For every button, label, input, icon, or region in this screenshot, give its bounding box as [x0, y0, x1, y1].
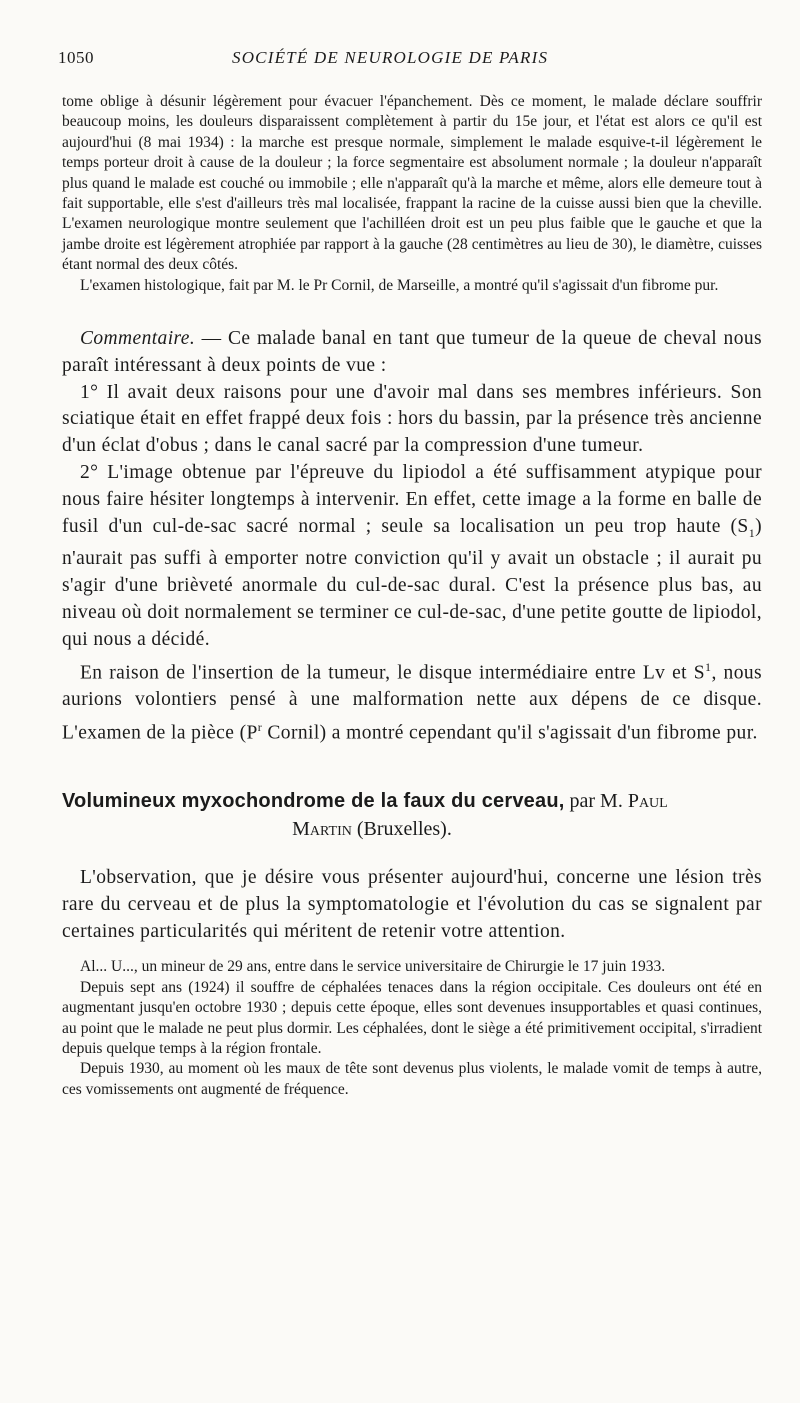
histology-paragraph: L'examen histologique, fait par M. le Pr Cornil, de Marseille, a montré qu'il s'agissait d'un fibrome pur.: [80, 276, 719, 294]
author-first-name: Paul: [627, 789, 668, 812]
commentary-point-2-text-b: ) n'aurait pas suffi à emporter notre conviction qu'il y avait un obstacle ; il aurait pu s'agir d'une brièveté anormale du cul-de-sac dural. C'est la présence plus bas, au niveau où doit normalement se terminer ce cul-de-sac, d'une petite goutte de lipiodol, qui nous a décidé.: [62, 515, 762, 650]
subscript-s1: 1: [748, 525, 756, 540]
commentary-intro: [62, 326, 762, 380]
article-body: [62, 865, 762, 1100]
case-paragraph: tome oblige à désunir légèrement pour évacuer l'épanchement. Dès ce moment, le malade déclare souffrir beaucoup moins, les douleurs disparaissent complètement à partir du 15e jour, et l'état est alors ce qu'il est aujourd'hui (8 mai 1934) : la marche est presque normale, simplement le malade esquive-t-il légèrement le temps porteur droit à cause de la douleur ; la force segmentaire est absolument normale ; la douleur n'apparaît plus quand le malade est couché ou immobile ; elle n'apparaît qu'à la marche et même, alors elle demeure tout à fait supportable, elle s'est d'ailleurs très mal localisée, frappant la racine de la cuisse aussi bien que la cheville. L'examen neurologique montre seulement que l'achilléen droit est un peu plus faible que le gauche et que la jambe droite est légèrement atrophiée par rapport à la gauche (28 centimètres au lieu de 30), le diamètre, cuisses étant normal des deux côtés.: [62, 93, 762, 274]
author-line: [62, 815, 762, 843]
author-last-name: Martin: [292, 817, 352, 840]
case-vomiting: Depuis 1930, au moment où les maux de tête sont devenus plus violents, le malade vomit de temps à autre, ces vomissements ont augmenté de fréquence.: [62, 1060, 762, 1098]
commentary-label: Commentaire.: [80, 328, 196, 350]
page-header: [58, 48, 762, 80]
superscript-r: r: [257, 719, 263, 734]
commentary-point-3-text-b: , nous aurions volontiers pensé à une malformation nette aux dépens de ce disque. L'examen de la pièce (P: [62, 662, 762, 744]
running-head: SOCIÉTÉ DE NEUROLOGIE DE PARIS: [232, 48, 549, 67]
author-affiliation: (Bruxelles).: [351, 817, 452, 840]
article-title-line: [62, 787, 762, 815]
commentary-intro-text: — Ce malade banal en tant que tumeur de la queue de cheval nous paraît intéressant à deux points de vue :: [62, 328, 762, 376]
commentary-point-1: 1° Il avait deux raisons pour une d'avoir mal dans ses membres inférieurs. Son sciatique était en effet frappé deux fois : hors du bassin, par la présence très ancienne d'un éclat d'obus ; dans le canal sacré par la compression d'une tumeur.: [62, 381, 762, 457]
commentary-point-2: [62, 460, 762, 653]
case-report: [62, 957, 762, 1100]
commentary-point-3-text-a: En raison de l'insertion de la tumeur, le disque intermédiaire entre Lv et S: [80, 662, 706, 684]
journal-page: [58, 48, 762, 1100]
case-continuation: [62, 92, 762, 296]
commentary-point-2-text-a: 2° L'image obtenue par l'épreuve du lipiodol a été suffisamment atypique pour nous faire hésiter longtemps à intervenir. En effet, cette image a la forme en balle de fusil d'un cul-de-sac sacré normal ; seule sa localisation un peu trop haute (S: [62, 462, 762, 537]
commentary-point-3-text-c: Cornil) a montré cependant qu'il s'agissait d'un fibrome pur.: [262, 722, 758, 744]
commentary-section: [62, 326, 762, 747]
article-title: Volumineux myxochondrome de la faux du cerveau,: [62, 789, 565, 812]
case-history: Depuis sept ans (1924) il souffre de céphalées tenaces dans la région occipitale. Ces douleurs ont été en augmentant jusqu'en octobre 1930 ; depuis cette époque, elles sont devenues insupportables et quasi continues, au point que le malade ne peut plus dormir. Les céphalées, dont le siège a été primitivement occipital, s'irradient depuis quelque temps à la région frontale.: [62, 978, 762, 1057]
superscript-s1: 1: [705, 659, 712, 674]
byline-prefix: par M.: [564, 789, 628, 812]
article-title-block: [62, 787, 762, 843]
case-admission: Al... U..., un mineur de 29 ans, entre dans le service universitaire de Chirurgie le 17 juin 1933.: [80, 958, 666, 976]
commentary-point-3: [62, 654, 762, 747]
article-intro: L'observation, que je désire vous présenter aujourd'hui, concerne une lésion très rare du cerveau et de plus la symptomatologie et l'évolution du cas se signalent par certaines particularités qui méritent de retenir votre attention.: [62, 866, 762, 942]
page-number: 1050: [58, 48, 94, 67]
